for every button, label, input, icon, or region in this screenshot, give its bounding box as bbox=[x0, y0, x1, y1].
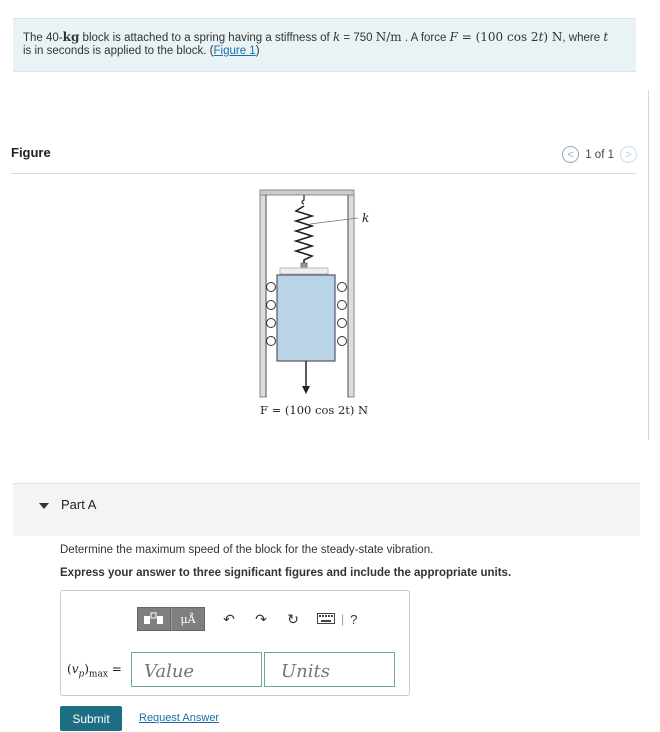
help-icon[interactable]: ? bbox=[350, 611, 358, 627]
chevron-left-icon[interactable]: < bbox=[562, 146, 579, 163]
ceiling bbox=[260, 190, 354, 195]
keyboard-icon[interactable] bbox=[317, 611, 333, 627]
spring-block-diagram bbox=[240, 180, 420, 430]
figure-link[interactable]: Figure 1 bbox=[213, 45, 256, 57]
hook-icon bbox=[302, 195, 304, 204]
force-label: F = (100 cos 2t) N bbox=[260, 403, 369, 417]
variable-label: $(v_p)_{max}$ = bbox=[67, 662, 122, 680]
chevron-right-icon[interactable]: > bbox=[620, 146, 637, 163]
part-a-label: Part A bbox=[61, 497, 97, 512]
figure-divider bbox=[11, 173, 636, 174]
toolbar-separator: | bbox=[341, 612, 345, 626]
left-wall bbox=[260, 192, 266, 397]
submit-button[interactable]: Submit bbox=[60, 706, 122, 731]
request-answer-link[interactable]: Request Answer bbox=[139, 712, 220, 724]
answer-toolbar bbox=[137, 607, 357, 631]
spring bbox=[296, 206, 312, 263]
question-text: Determine the maximum speed of the block for the steady-state vibration. bbox=[60, 544, 434, 556]
part-a-header[interactable] bbox=[13, 483, 640, 536]
value-input[interactable] bbox=[131, 652, 262, 687]
problem-statement: The 40-kg block is attached to a spring having a stiffness of k = 750 N/m . A force F = (100 cos 2t) N, where t is in seconds is applied to the block. (Figure 1) bbox=[13, 18, 636, 72]
redo-icon[interactable]: ↷ bbox=[255, 610, 267, 627]
collapse-triangle-icon[interactable] bbox=[39, 503, 49, 509]
k-label: k bbox=[362, 211, 370, 225]
answer-box bbox=[60, 590, 410, 696]
units-button[interactable]: μÅ bbox=[171, 607, 205, 631]
undo-icon[interactable]: ↶ bbox=[223, 610, 235, 627]
reset-icon[interactable]: ↻ bbox=[287, 610, 299, 627]
pager-text: 1 of 1 bbox=[585, 148, 614, 161]
templates-icon[interactable] bbox=[137, 607, 171, 631]
panel-edge bbox=[648, 90, 649, 440]
block bbox=[277, 275, 335, 361]
instruction-text: Express your answer to three significant figures and include the appropriate units. bbox=[60, 567, 512, 579]
units-input[interactable] bbox=[264, 652, 395, 687]
figure-title: Figure bbox=[11, 145, 51, 160]
right-wall bbox=[348, 192, 354, 397]
figure-pager bbox=[562, 146, 637, 163]
